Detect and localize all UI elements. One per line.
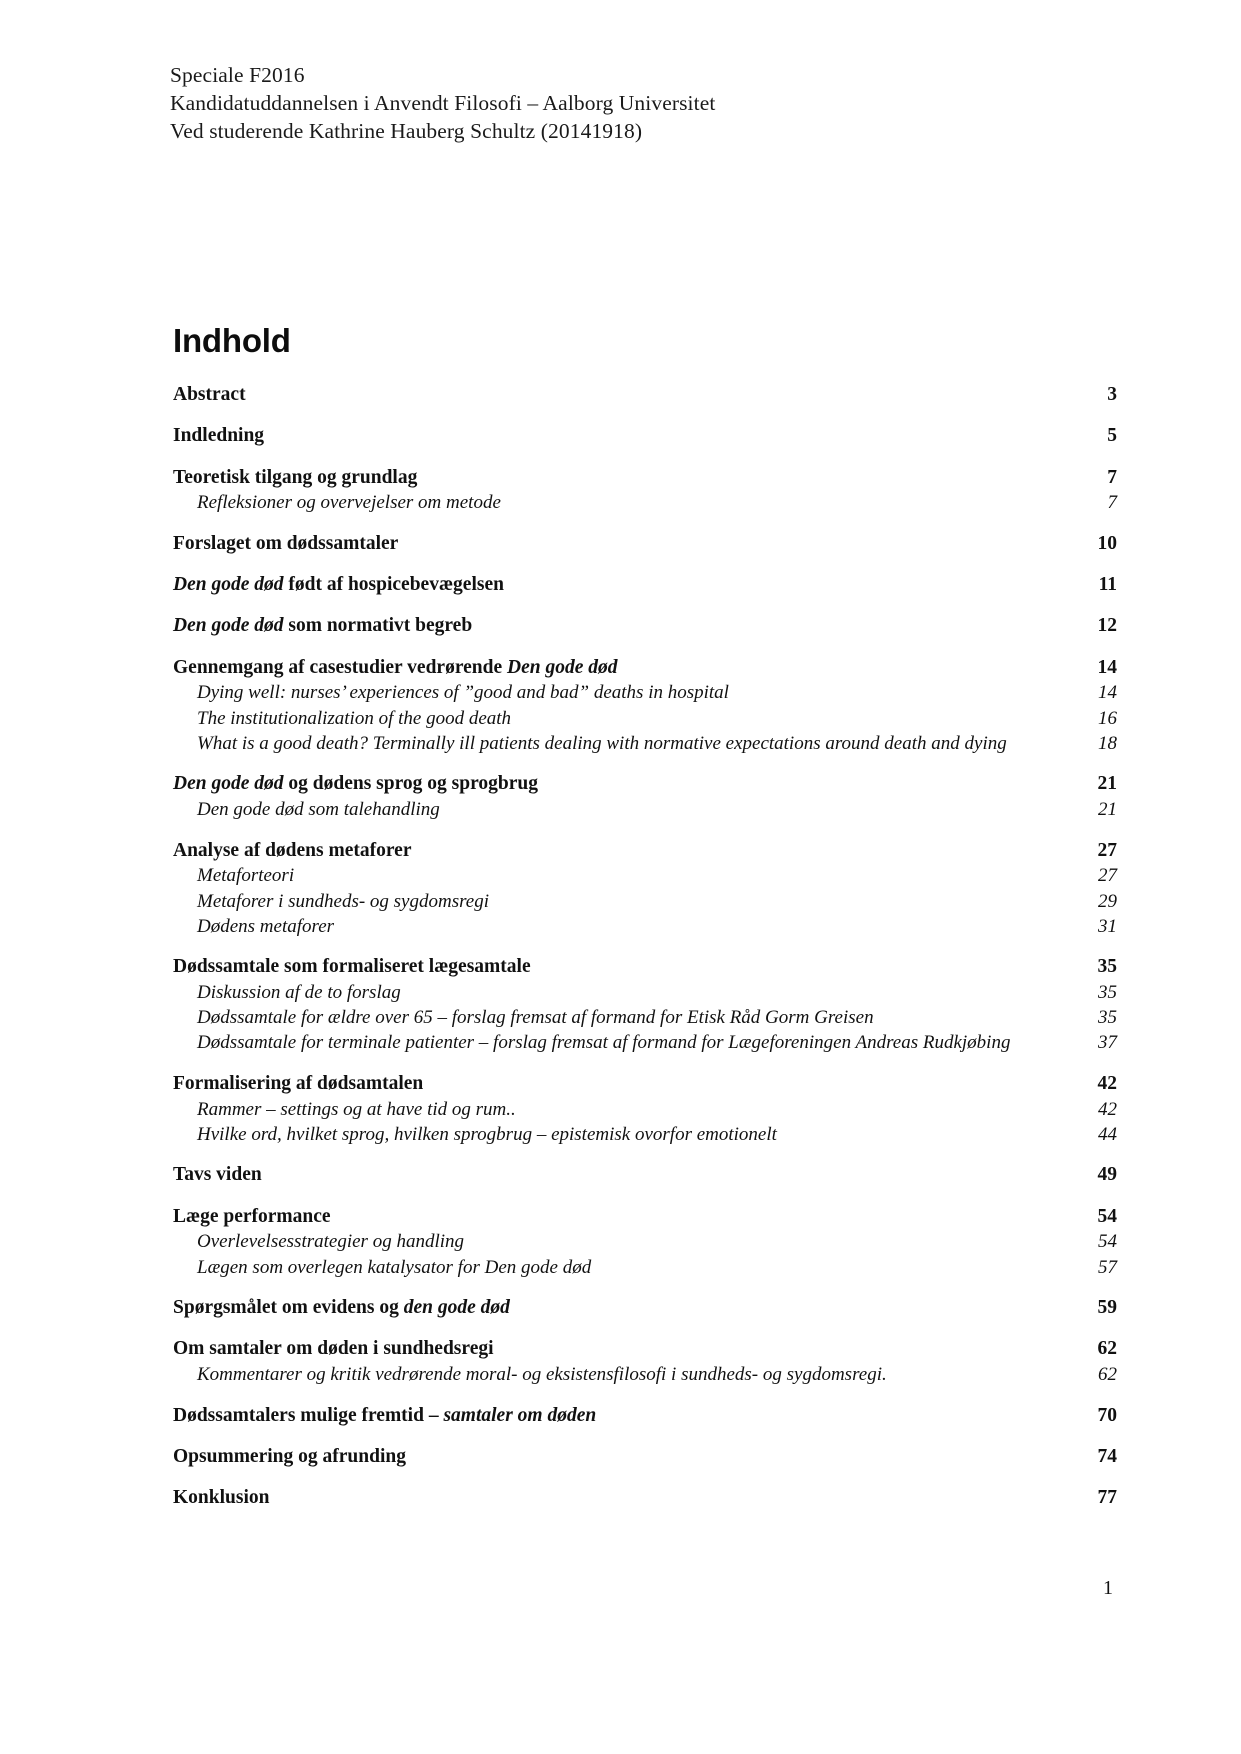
toc-entry-emphasis: Den gode død: [507, 656, 618, 678]
toc-entry-level-1[interactable]: [173, 1445, 1117, 1470]
toc-entry-level-1[interactable]: [173, 1486, 1117, 1511]
toc-entry-page-number: 10: [1097, 532, 1117, 554]
toc-entry-page-number: 3: [1107, 384, 1117, 405]
toc-entry-page-number: 62: [1097, 1338, 1117, 1360]
toc-entry-level-2[interactable]: [173, 1230, 1117, 1254]
toc-entry-label: Kommentarer og kritik vedrørende moral- og eksistensfilosofi i sundheds- og sygdomsregi.: [197, 1364, 887, 1386]
toc-entry-label: Den gode død som normativt begreb: [173, 615, 473, 637]
toc-entry-label: Den gode død som talehandling: [197, 799, 440, 820]
toc-entry-label: Konklusion: [173, 1487, 270, 1509]
toc-entry-label: Dødssamtalers mulige fremtid – samtaler om døden: [173, 1404, 597, 1426]
toc-entry-label: What is a good death? Terminally ill patients dealing with normative expectations around death and dying: [197, 732, 1007, 754]
toc-entry-label: Overlevelsesstrategier og handling: [197, 1231, 465, 1253]
toc-entry-page-number: 37: [1098, 1032, 1117, 1054]
toc-entry-page-number: 31: [1098, 915, 1117, 937]
toc-entry-page-number: 54: [1098, 1231, 1117, 1253]
toc-entry-emphasis: Den gode død: [173, 773, 284, 795]
toc-entry-page-number: 49: [1097, 1164, 1117, 1186]
toc-entry-page-number: 7: [1107, 466, 1117, 488]
toc-entry-label: Dødssamtale for ældre over 65 – forslag fremsat af formand for Etisk Råd Gorm Greisen: [197, 1007, 874, 1029]
toc-entry-level-2[interactable]: [173, 981, 1117, 1005]
toc-entry-page-number: 12: [1097, 615, 1117, 637]
toc-entry-level-2[interactable]: [173, 864, 1117, 888]
toc-entry-label: The institutionalization of the good death: [197, 707, 512, 729]
toc-entry-label: Hvilke ord, hvilket sprog, hvilken sprogbrug – epistemisk ovorfor emotionelt: [197, 1123, 777, 1145]
toc-entry-page-number: 70: [1097, 1404, 1117, 1426]
toc-entry-label: Den gode død og dødens sprog og sprogbrug: [173, 773, 538, 795]
toc-entry-page-number: 35: [1098, 1007, 1117, 1029]
toc-entry-level-1[interactable]: [173, 573, 1117, 598]
toc-entry-level-2[interactable]: [173, 1006, 1117, 1030]
toc-entry-emphasis: Den gode død: [173, 615, 284, 637]
toc-entry-label: Indledning: [173, 425, 265, 447]
toc-entry-label: Lægen som overlegen katalysator for Den gode død: [197, 1256, 592, 1278]
toc-entry-page-number: 62: [1098, 1364, 1117, 1386]
header-line-2: Kandidatuddannelsen i Anvendt Filosofi – Aalborg Universitet: [170, 90, 716, 115]
toc-entry-label: Den gode død født af hospicebevægelsen: [173, 574, 504, 596]
toc-entry-page-number: 14: [1098, 682, 1117, 704]
toc-entry-label: Analyse af dødens metaforer: [173, 839, 412, 861]
toc-entry-level-2[interactable]: [173, 1123, 1117, 1147]
toc-entry-label: Formalisering af dødsamtalen: [173, 1072, 424, 1094]
toc-entry-page-number: 77: [1097, 1487, 1117, 1509]
toc-entry-level-2[interactable]: [173, 915, 1117, 939]
toc-entry-level-2[interactable]: [173, 1363, 1117, 1387]
header-line-3: Ved studerende Kathrine Hauberg Schultz (20141918): [170, 118, 643, 143]
toc-entry-label: Rammer – settings og at have tid og rum..: [197, 1098, 516, 1120]
toc-entry-label: Gennemgang af casestudier vedrørende Den gode død: [173, 656, 618, 678]
toc-entry-label: Refleksioner og overvejelser om metode: [197, 492, 501, 514]
toc-entry-level-2[interactable]: [173, 707, 1117, 731]
toc-entry-page-number: 29: [1098, 890, 1117, 912]
document-header: [170, 62, 715, 146]
toc-entry-label: Dødssamtale for terminale patienter – forslag fremsat af formand for Lægeforeningen Andreas Rudkjøbing: [197, 1032, 1011, 1054]
toc-entry-page-number: 35: [1097, 956, 1117, 978]
toc-entry-label: Metaforteori: [197, 865, 295, 887]
toc-entry-page-number: 18: [1098, 732, 1117, 754]
toc-entry-level-1[interactable]: [173, 1072, 1117, 1097]
toc-entry-level-1[interactable]: [173, 1337, 1117, 1362]
toc-entry-page-number: 74: [1097, 1446, 1117, 1467]
toc-entry-emphasis: Den gode død: [173, 574, 284, 596]
toc-entry-level-2[interactable]: [173, 1098, 1117, 1122]
toc-entry-page-number: 42: [1097, 1072, 1117, 1094]
toc-entry-emphasis: den gode død: [403, 1297, 510, 1319]
toc-entry-page-number: 54: [1097, 1205, 1117, 1227]
toc-entry-level-1[interactable]: [173, 383, 1117, 408]
toc-entry-page-number: 42: [1098, 1098, 1117, 1120]
toc-entry-label: Dying well: nurses’ experiences of ”good and bad” deaths in hospital: [197, 682, 729, 704]
toc-entry-page-number: 21: [1098, 799, 1117, 820]
page-title: Indhold: [173, 322, 291, 359]
table-of-contents: [173, 383, 1117, 1511]
toc-entry-label: Metaforer i sundheds- og sygdomsregi: [197, 890, 490, 912]
toc-entry-label: Dødssamtale som formaliseret lægesamtale: [173, 956, 531, 978]
toc-entry-page-number: 14: [1097, 656, 1117, 678]
toc-entry-level-1[interactable]: [173, 656, 1117, 681]
toc-entry-label: Læge performance: [173, 1205, 331, 1227]
toc-entry-level-1[interactable]: [173, 839, 1117, 864]
toc-entry-level-2[interactable]: [173, 1256, 1117, 1280]
toc-entry-page-number: 57: [1098, 1256, 1117, 1278]
toc-entry-level-1[interactable]: [173, 614, 1117, 639]
toc-entry-page-number: 11: [1098, 574, 1117, 596]
toc-entry-label: Teoretisk tilgang og grundlag: [173, 466, 418, 488]
toc-entry-level-1[interactable]: [173, 1205, 1117, 1230]
toc-entry-page-number: 21: [1097, 773, 1117, 795]
toc-entry-page-number: 16: [1098, 707, 1117, 729]
toc-entry-level-2[interactable]: [173, 890, 1117, 914]
toc-entry-level-2[interactable]: [173, 732, 1117, 756]
page-folio: 1: [1103, 1577, 1113, 1599]
toc-entry-label: Spørgsmålet om evidens og den gode død: [173, 1297, 510, 1319]
toc-entry-level-2[interactable]: [173, 491, 1117, 515]
toc-entry-level-1[interactable]: [173, 1163, 1117, 1188]
toc-entry-label: Tavs viden: [173, 1164, 262, 1186]
toc-entry-emphasis: samtaler om døden: [443, 1404, 597, 1426]
toc-entry-page-number: 59: [1097, 1297, 1117, 1319]
toc-entry-label: Om samtaler om døden i sundhedsregi: [173, 1338, 494, 1360]
toc-entry-label: Abstract: [173, 384, 246, 405]
toc-entry-page-number: 7: [1107, 492, 1117, 514]
toc-entry-level-2[interactable]: [173, 1031, 1117, 1055]
toc-entry-level-1[interactable]: [173, 424, 1117, 449]
toc-entry-level-2[interactable]: [173, 798, 1117, 822]
toc-entry-level-2[interactable]: [173, 681, 1117, 705]
toc-entry-label: Dødens metaforer: [197, 915, 335, 937]
toc-entry-page-number: 5: [1107, 425, 1117, 447]
toc-entry-level-1[interactable]: [173, 532, 1117, 557]
toc-entry-level-1[interactable]: [173, 1296, 1117, 1321]
toc-entry-level-1[interactable]: [173, 772, 1117, 797]
toc-entry-page-number: 27: [1098, 865, 1117, 887]
toc-entry-label: Diskussion af de to forslag: [197, 982, 401, 1003]
toc-entry-level-1[interactable]: [173, 1404, 1117, 1429]
toc-entry-label: Opsummering og afrunding: [173, 1446, 406, 1467]
header-line-1: Speciale F2016: [170, 63, 305, 87]
toc-entry-page-number: 44: [1098, 1123, 1117, 1145]
toc-entry-page-number: 27: [1097, 839, 1117, 861]
toc-entry-label: Forslaget om dødssamtaler: [173, 532, 399, 554]
toc-entry-level-1[interactable]: [173, 466, 1117, 491]
toc-entry-page-number: 35: [1098, 982, 1117, 1003]
toc-entry-level-1[interactable]: [173, 955, 1117, 980]
